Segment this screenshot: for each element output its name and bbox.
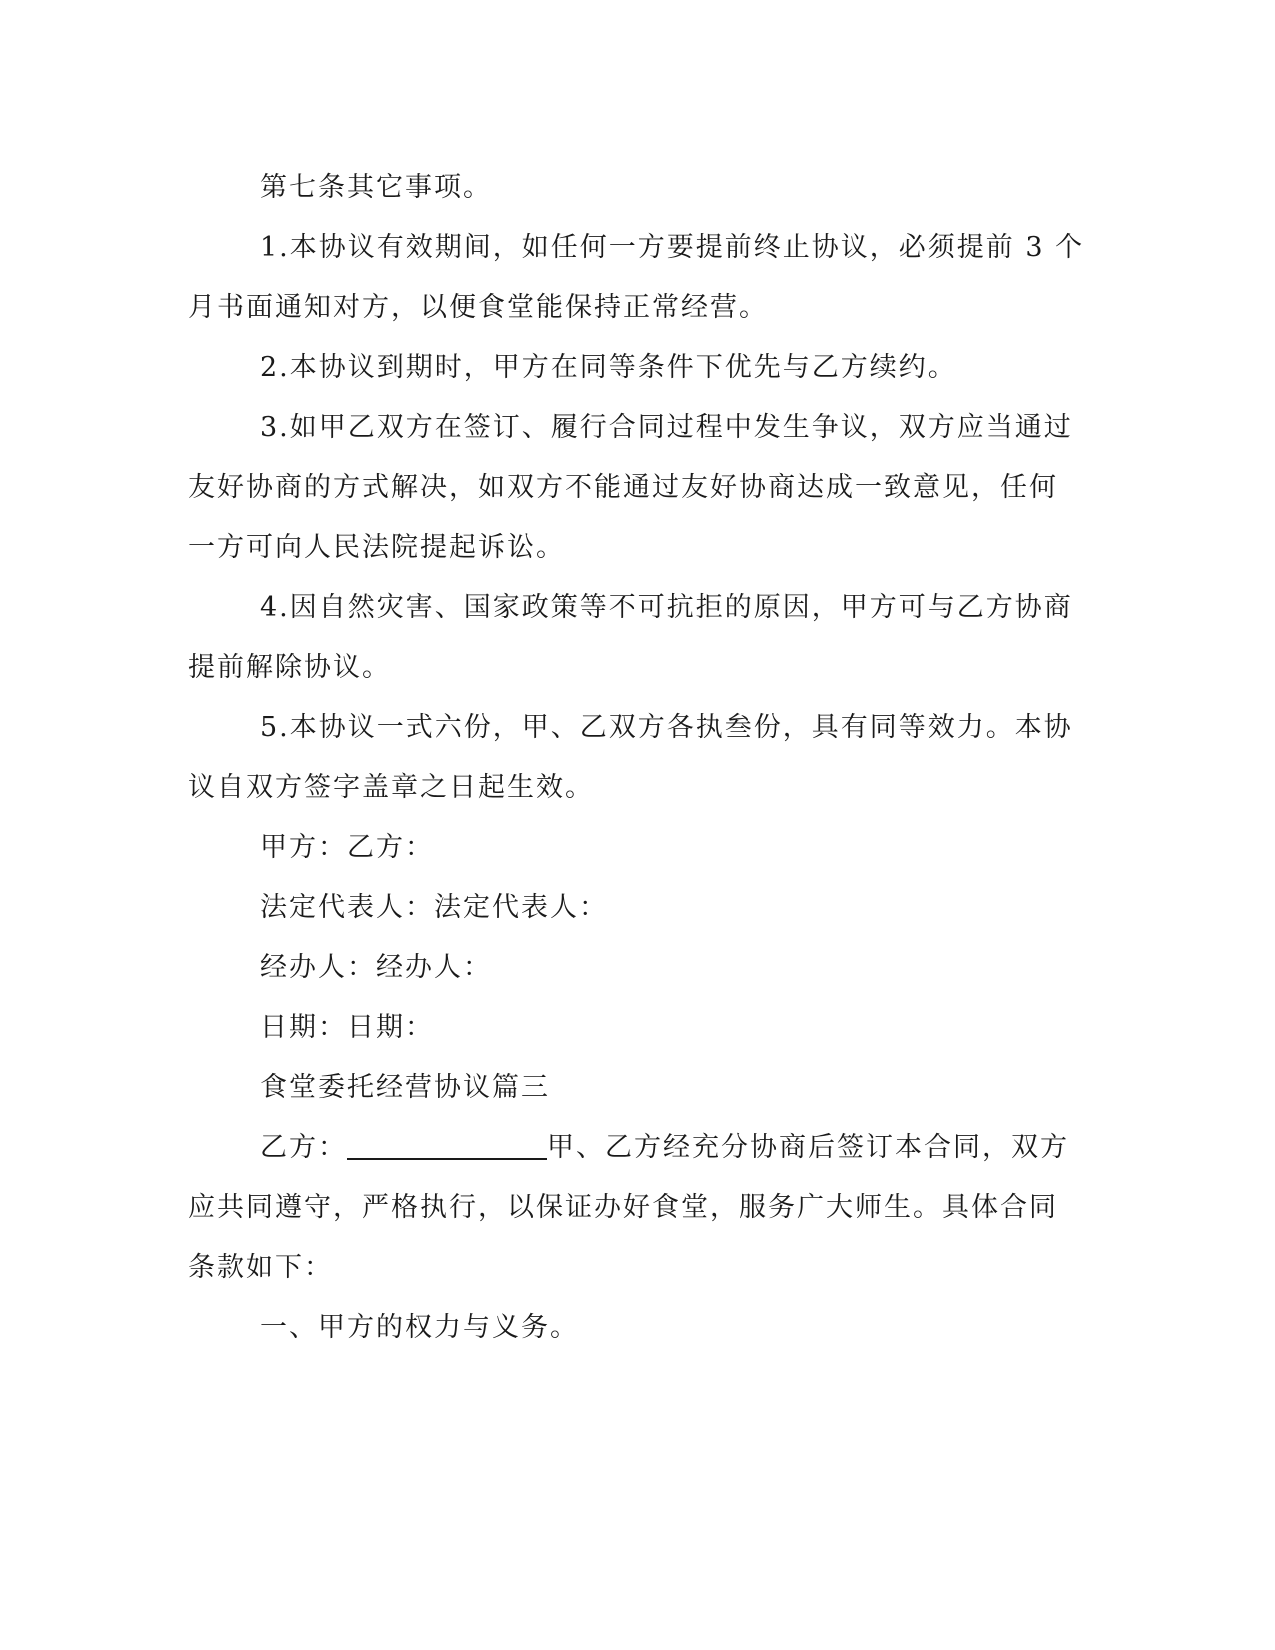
- item4-line2: 提前解除协议。: [188, 652, 391, 683]
- partyB-name-blank: [347, 1128, 547, 1160]
- item3-line1: 3.如甲乙双方在签订、履行合同过程中发生争议，双方应当通过: [260, 412, 1073, 443]
- partyB-line1: [188, 1118, 1088, 1178]
- signature-handler: 经办人：经办人：: [260, 952, 492, 983]
- item1-line2: 月书面通知对方，以便食堂能保持正常经营。: [188, 292, 768, 323]
- item1-line1: 1.本协议有效期间，如任何一方要提前终止协议，必须提前 3 个: [260, 232, 1085, 263]
- item5-line1: 5.本协议一式六份，甲、乙双方各执叁份，具有同等效力。本协: [260, 712, 1073, 743]
- section-one-heading: 一、甲方的权力与义务。: [260, 1312, 579, 1343]
- item4-line1: 4.因自然灾害、国家政策等不可抗拒的原因，甲方可与乙方协商: [260, 592, 1073, 623]
- item5-line2: 议自双方签字盖章之日起生效。: [188, 772, 594, 803]
- partyB-line2: 应共同遵守，严格执行，以保证办好食堂，服务广大师生。具体合同: [188, 1192, 1058, 1223]
- signature-legal-representative: 法定代表人：法定代表人：: [260, 892, 608, 923]
- item3-line2: 友好协商的方式解决，如双方不能通过友好协商达成一致意见，任何: [188, 472, 1058, 503]
- document-body: [188, 158, 1088, 1358]
- article7-heading: 第七条其它事项。: [260, 172, 492, 203]
- partyB-label: 乙方：: [260, 1132, 347, 1163]
- signature-parties: 甲方：乙方：: [260, 832, 434, 863]
- partyB-line3: 条款如下：: [188, 1252, 333, 1283]
- item2-line1: 2.本协议到期时，甲方在同等条件下优先与乙方续约。: [260, 352, 957, 383]
- signature-date: 日期：日期：: [260, 1012, 434, 1043]
- partyB-intro-text: 甲、乙方经充分协商后签订本合同，双方: [547, 1132, 1069, 1163]
- item3-line3: 一方可向人民法院提起诉讼。: [188, 532, 565, 563]
- section3-title: 食堂委托经营协议篇三: [260, 1072, 550, 1103]
